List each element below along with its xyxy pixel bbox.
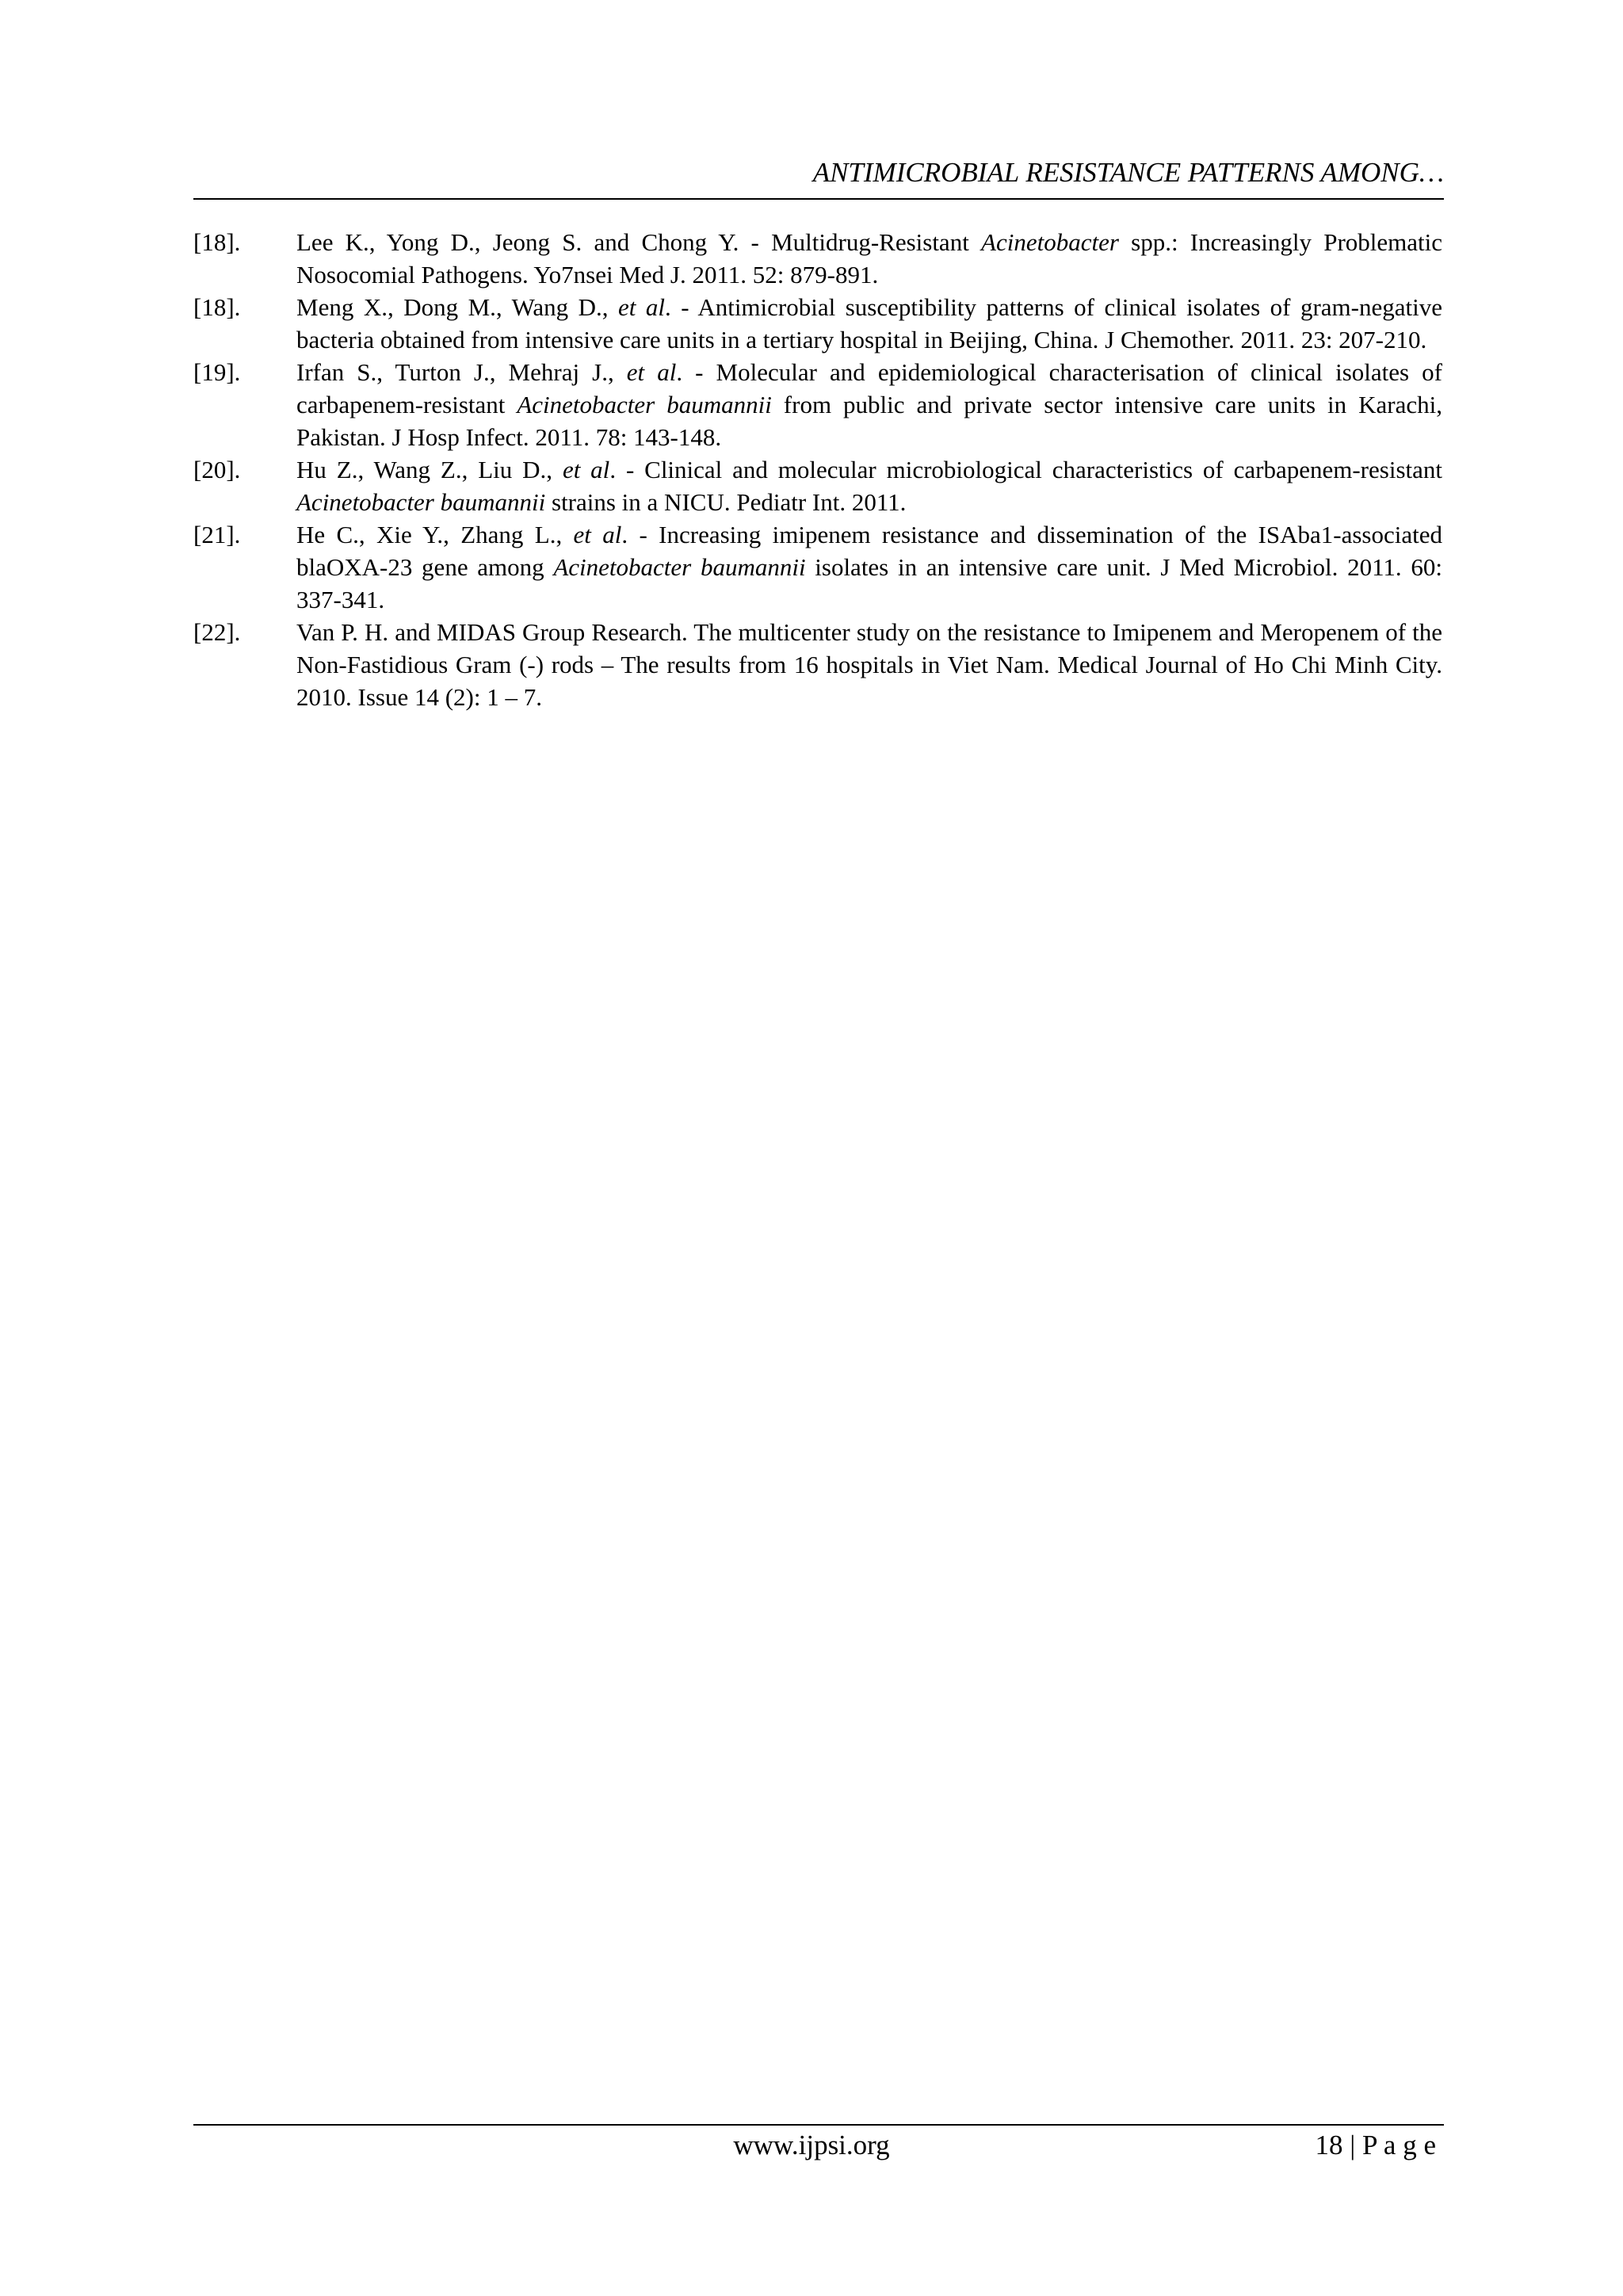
reference-number: [22].: [193, 618, 241, 646]
reference-text-segment: from public and private sector intensive care units in Karachi, Pakistan. J Hosp Infect. 2011. 78: 143-148.: [296, 391, 1442, 451]
reference-number: [21].: [193, 521, 241, 548]
reference-italic-segment: Acinetobacter baumannii: [553, 553, 806, 581]
running-header: ANTIMICROBIAL RESISTANCE PATTERNS AMONG…: [812, 157, 1444, 188]
reference-italic-segment: Acinetobacter baumannii: [296, 488, 546, 516]
footer-website: www.ijpsi.org: [733, 2130, 890, 2160]
reference-text: [296, 453, 1442, 518]
reference-text-segment: spp.: Increasingly Problematic Nosocomial Pathogens. Yo7nsei Med J. 2011. 52: 879-891.: [296, 228, 1443, 288]
reference-text-segment: Hu Z., Wang Z., Liu D.,: [296, 456, 563, 483]
reference-text-segment: Meng X., Dong M., Wang D.,: [296, 293, 618, 321]
reference-text: [296, 226, 1442, 291]
reference-number: [18].: [193, 293, 241, 321]
reference-text-segment: Lee K., Yong D., Jeong S. and Chong Y. - Multidrug-Resistant: [296, 228, 982, 256]
reference-number: [19].: [193, 358, 241, 386]
reference-text: [296, 616, 1442, 713]
reference-text-segment: isolates in an intensive care unit. J Med Microbiol. 2011. 60: 337-341.: [296, 553, 1442, 613]
reference-italic-segment: et al: [626, 358, 677, 386]
reference-text-segment: He C., Xie Y., Zhang L.,: [296, 521, 574, 548]
reference-text-segment: . - Antimicrobial susceptibility patterns of clinical isolates of gram-negative bacteria obtained from intensive care units in a tertiary hospital in Beijing, China. J Chemother. 2011. 23: 207-210.: [296, 293, 1442, 353]
reference-number: [18].: [193, 228, 241, 256]
reference-item: [193, 291, 1442, 356]
footer-divider: [193, 2124, 1444, 2126]
reference-text: [296, 291, 1442, 356]
reference-italic-segment: et al: [562, 456, 610, 483]
reference-italic-segment: et al: [617, 293, 665, 321]
reference-item: [193, 453, 1442, 518]
reference-italic-segment: Acinetobacter baumannii: [517, 391, 772, 418]
reference-text-segment: Van P. H. and MIDAS Group Research. The multicenter study on the resistance to Imipenem and Meropenem of the Non-Fastidious Gram (-) rods – The results from 16 hospitals in Viet Nam. Medical Journal of Ho Chi Minh City. 2010. Issue 14 (2): 1 – 7.: [296, 618, 1442, 711]
reference-text-segment: . - Clinical and molecular microbiological characteristics of carbapenem-resistant: [609, 456, 1442, 483]
reference-text-segment: Irfan S., Turton J., Mehraj J.,: [296, 358, 627, 386]
reference-item: [193, 356, 1442, 453]
reference-text-segment: . - Increasing imipenem resistance and dissemination of the ISAba1-associated blaOXA-23 gene among: [296, 521, 1442, 581]
reference-italic-segment: Acinetobacter: [981, 228, 1119, 256]
reference-text: [296, 356, 1442, 453]
reference-text-segment: . - Molecular and epidemiological characterisation of clinical isolates of carbapenem-resistant: [296, 358, 1442, 418]
reference-text-segment: strains in a NICU. Pediatr Int. 2011.: [545, 488, 907, 516]
header-divider: [193, 198, 1444, 200]
page-number: 18 | P a g e: [1315, 2130, 1436, 2160]
reference-italic-segment: et al: [573, 521, 622, 548]
reference-number: [20].: [193, 456, 241, 483]
reference-item: [193, 616, 1442, 713]
reference-text: [296, 518, 1442, 616]
reference-item: [193, 226, 1442, 291]
reference-list: [193, 226, 1442, 713]
reference-item: [193, 518, 1442, 616]
